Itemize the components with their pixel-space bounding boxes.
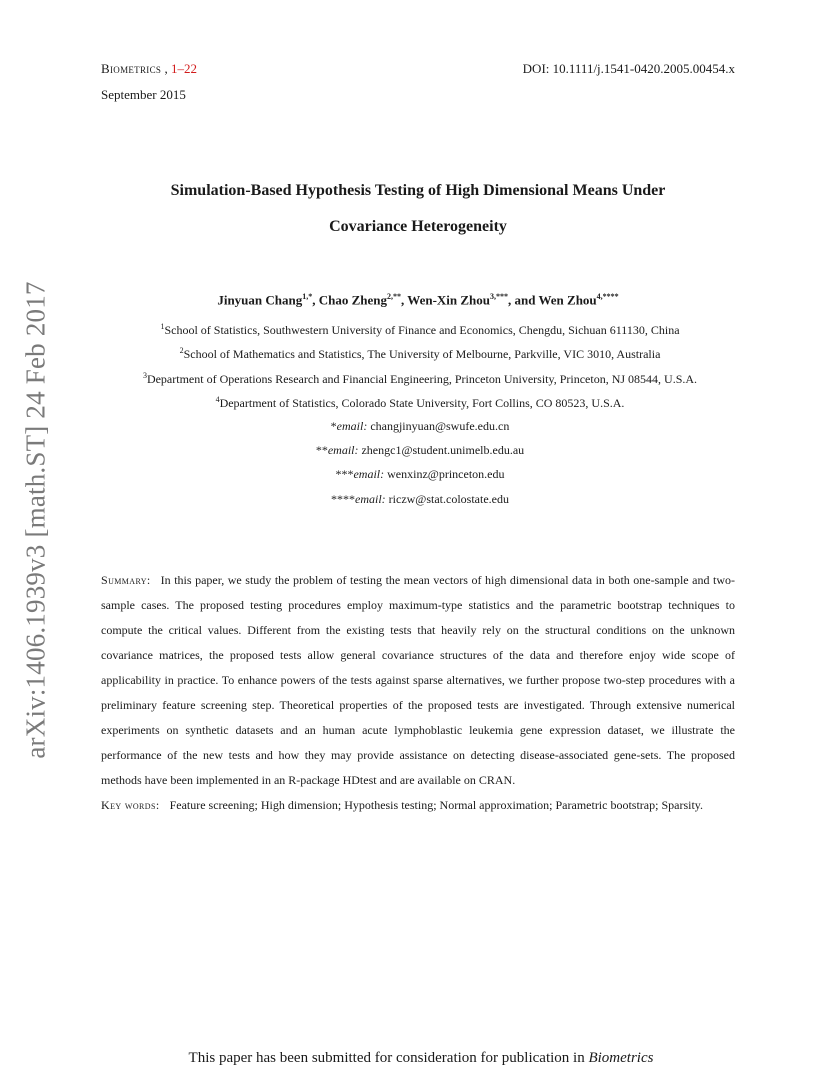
- author-separator: , and: [508, 292, 539, 308]
- affiliation-text: Department of Operations Research and Financial Engineering, Princeton University, Princeton, NJ 08544, U.S.A.: [146, 372, 698, 386]
- summary-label: Summary:: [101, 573, 151, 587]
- affiliation-text: School of Statistics, Southwestern University of Finance and Economics, Chengdu, Sichuan 611130, China: [164, 323, 680, 337]
- author-name: Jinyuan Chang: [217, 292, 303, 308]
- affiliation: [0, 395, 828, 411]
- submission-journal: Biometrics: [588, 1050, 654, 1066]
- author-mark: 3,***: [490, 292, 509, 301]
- arxiv-identifier[interactable]: arXiv:1406.1939v3 [math.ST] 24 Feb 2017: [20, 281, 51, 759]
- email-line: [0, 467, 828, 482]
- summary-text: In this paper, we study the problem of testing the mean vectors of high dimensional data in both one-sample and two-sample cases. The proposed testing procedures employ maximum-type statistics and the parametric bootstrap techniques to compute the critical values. Different from the existing tests that heavily rely on the structural conditions on the unknown covariance matrices, the proposed tests allow general covariance structures of the data and therefore enjoy wide scope of applicability in practice. To enhance powers of the tests against sparse alternatives, we further propose two-step procedures with a preliminary feature screening step. Theoretical properties of the proposed tests are investigated. Through extensive numerical experiments on synthetic datasets and an human acute lymphoblastic leukemia gene expression dataset, we illustrate the performance of the new tests and how they may provide assistance on detecting disease-associated gene-sets. The proposed methods have been implemented in an R-package HDtest and are available on CRAN.: [101, 573, 735, 787]
- author-mark: 4,****: [596, 292, 619, 301]
- author-name: Chao Zheng: [318, 292, 388, 308]
- keywords-paragraph: [101, 793, 735, 818]
- affiliation-text: Department of Statistics, Colorado State University, Fort Collins, CO 80523, U.S.A.: [219, 396, 625, 410]
- author-name: Wen-Xin Zhou: [407, 292, 491, 308]
- submission-note: [0, 1050, 828, 1067]
- paper-title-line-2: Covariance Heterogeneity: [329, 218, 507, 235]
- affiliation: [0, 322, 828, 338]
- running-header: [101, 61, 197, 77]
- email-mark: *: [330, 419, 337, 433]
- doi: DOI: 10.1111/j.1541-0420.2005.00454.x: [522, 61, 735, 76]
- email-mark: ****: [331, 492, 355, 506]
- email-mark: ***: [335, 467, 354, 481]
- email-address[interactable]: changjinyuan@swufe.edu.cn: [370, 419, 510, 433]
- publication-date: September 2015: [101, 87, 186, 102]
- author-name: Wen Zhou: [538, 292, 597, 308]
- affiliation-number: 2: [179, 346, 184, 355]
- summary-paragraph: [101, 568, 735, 793]
- journal-name: Biometrics: [101, 61, 162, 76]
- submission-note-text: This paper has been submitted for consideration for publication in: [188, 1050, 589, 1066]
- author-separator: ,: [312, 292, 319, 308]
- affiliation-number: 3: [142, 371, 147, 380]
- email-address[interactable]: riczw@stat.colostate.edu: [388, 492, 509, 506]
- email-label: email:: [336, 419, 368, 433]
- page-range-link[interactable]: 1–22: [170, 61, 197, 76]
- email-line: [0, 419, 828, 434]
- email-address[interactable]: zhengc1@student.unimelb.edu.au: [361, 443, 525, 457]
- abstract-block: [101, 568, 735, 818]
- affiliation-text: School of Mathematics and Statistics, The University of Melbourne, Parkville, VIC 3010, Australia: [183, 347, 661, 361]
- email-label: email:: [327, 443, 359, 457]
- paper-title-line-1: Simulation-Based Hypothesis Testing of High Dimensional Means Under: [170, 182, 666, 199]
- email-label: email:: [353, 467, 385, 481]
- email-line: [0, 443, 828, 458]
- header-separator: ,: [161, 61, 171, 76]
- affiliation-number: 1: [160, 322, 165, 331]
- keywords-text: Feature screening; High dimension; Hypothesis testing; Normal approximation; Parametric bootstrap; Sparsity.: [169, 798, 704, 812]
- affiliation-number: 4: [215, 395, 220, 404]
- affiliation: [0, 346, 828, 362]
- author-mark: 1,*: [302, 292, 313, 301]
- author-separator: ,: [401, 292, 408, 308]
- email-label: email:: [355, 492, 386, 506]
- author-mark: 2,**: [387, 292, 402, 301]
- keywords-label: Key words:: [101, 798, 160, 812]
- email-address[interactable]: wenxinz@princeton.edu: [387, 467, 505, 481]
- affiliation: [0, 371, 828, 387]
- email-mark: **: [315, 443, 328, 457]
- author-list: [0, 292, 828, 308]
- email-line: [0, 492, 828, 507]
